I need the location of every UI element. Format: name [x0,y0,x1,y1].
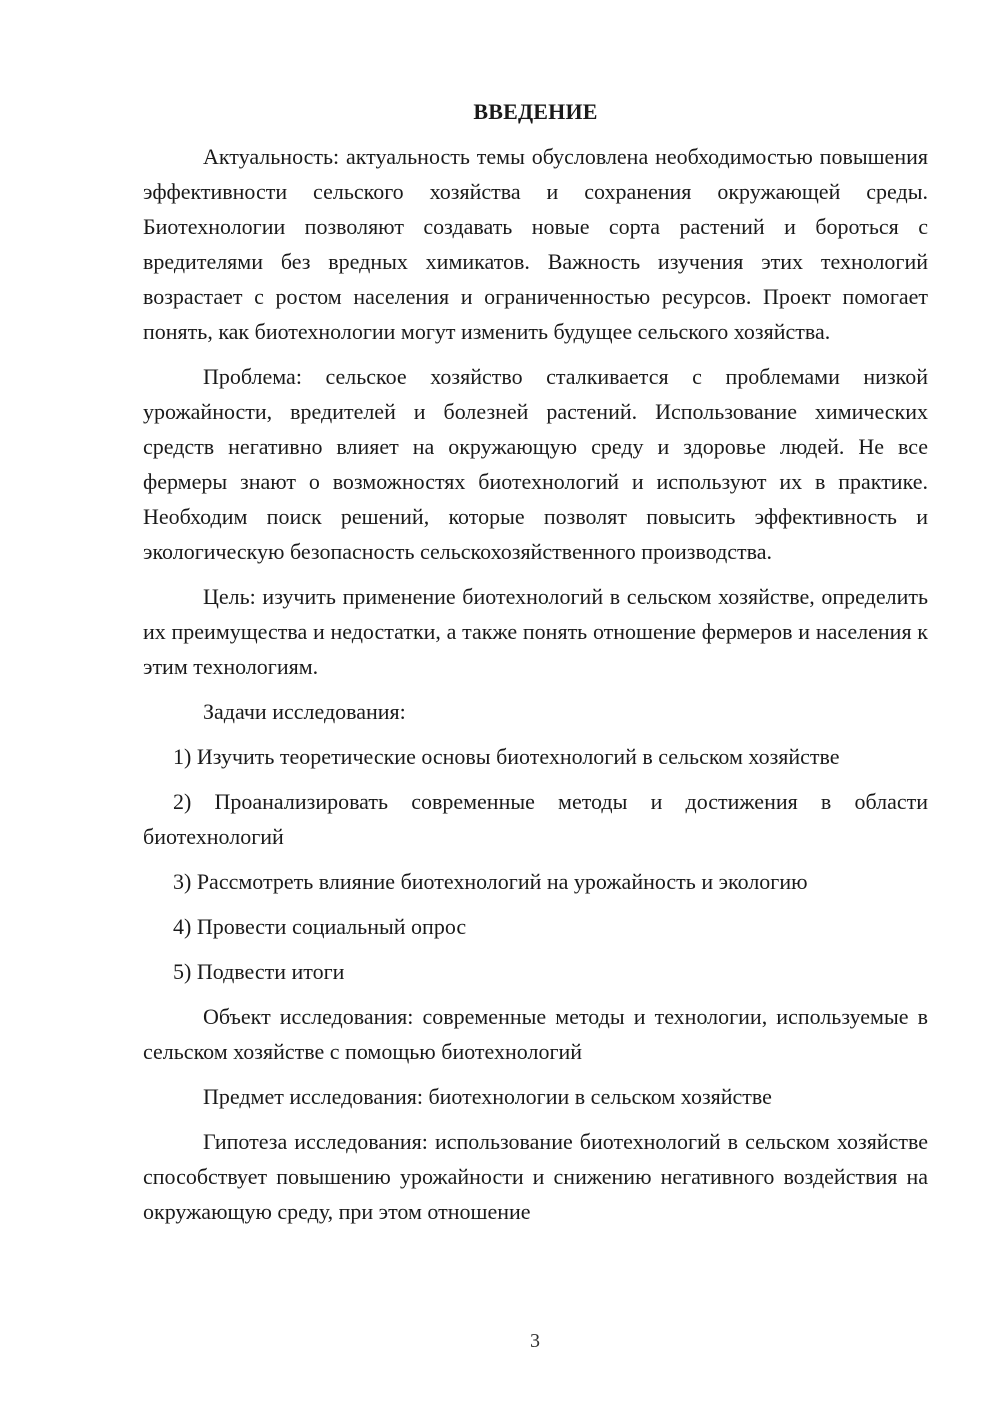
paragraph-problem: Проблема: сельское хозяйство сталкивается с проблемами низкой урожайности, вредителей и болезней растений. Использование химических средств негативно влияет на окружающую среду и здоровье людей. Не все фермеры знают о возможностях биотехнологий и используют их в практике. Необходим поиск решений, которые позволят повысить эффективность и экологическую безопасность сельскохозяйственного производства. [143,364,928,564]
paragraph-subject: Предмет исследования: биотехнологии в сельском хозяйстве [203,1084,772,1109]
task-item-2: 2) Проанализировать современные методы и достижения в области биотехнологий [143,789,928,849]
task-item-5: 5) Подвести итоги [173,959,345,984]
document-page [143,94,928,1239]
paragraph-goal: Цель: изучить применение биотехнологий в сельском хозяйстве, определить их преимущества и недостатки, а также понять отношение фермеров и населения к этим технологиям. [143,584,928,679]
task-item-3: 3) Рассмотреть влияние биотехнологий на урожайность и экологию [173,869,808,894]
task-item-1: 1) Изучить теоретические основы биотехнологий в сельском хозяйстве [173,744,840,769]
paragraph-hypothesis: Гипотеза исследования: использование биотехнологий в сельском хозяйстве способствует повышению урожайности и снижению негативного воздействия на окружающую среду, при этом отношение [143,1129,928,1224]
paragraph-object: Объект исследования: современные методы и технологии, используемые в сельском хозяйстве с помощью биотехнологий [143,1004,928,1064]
paragraph-tasks-heading: Задачи исследования: [203,699,406,724]
page-title: ВВЕДЕНИЕ [473,99,598,124]
paragraph-relevance: Актуальность: актуальность темы обусловлена необходимостью повышения эффективности сельского хозяйства и сохранения окружающей среды. Биотехнологии позволяют создавать новые сорта растений и бороться с вредителями без вредных химикатов. Важность изучения этих технологий возрастает с ростом населения и ограниченностью ресурсов. Проект помогает понять, как биотехнологии могут изменить будущее сельского хозяйства. [143,144,928,344]
page-number: 3 [530,1330,540,1352]
task-item-4: 4) Провести социальный опрос [173,914,467,939]
